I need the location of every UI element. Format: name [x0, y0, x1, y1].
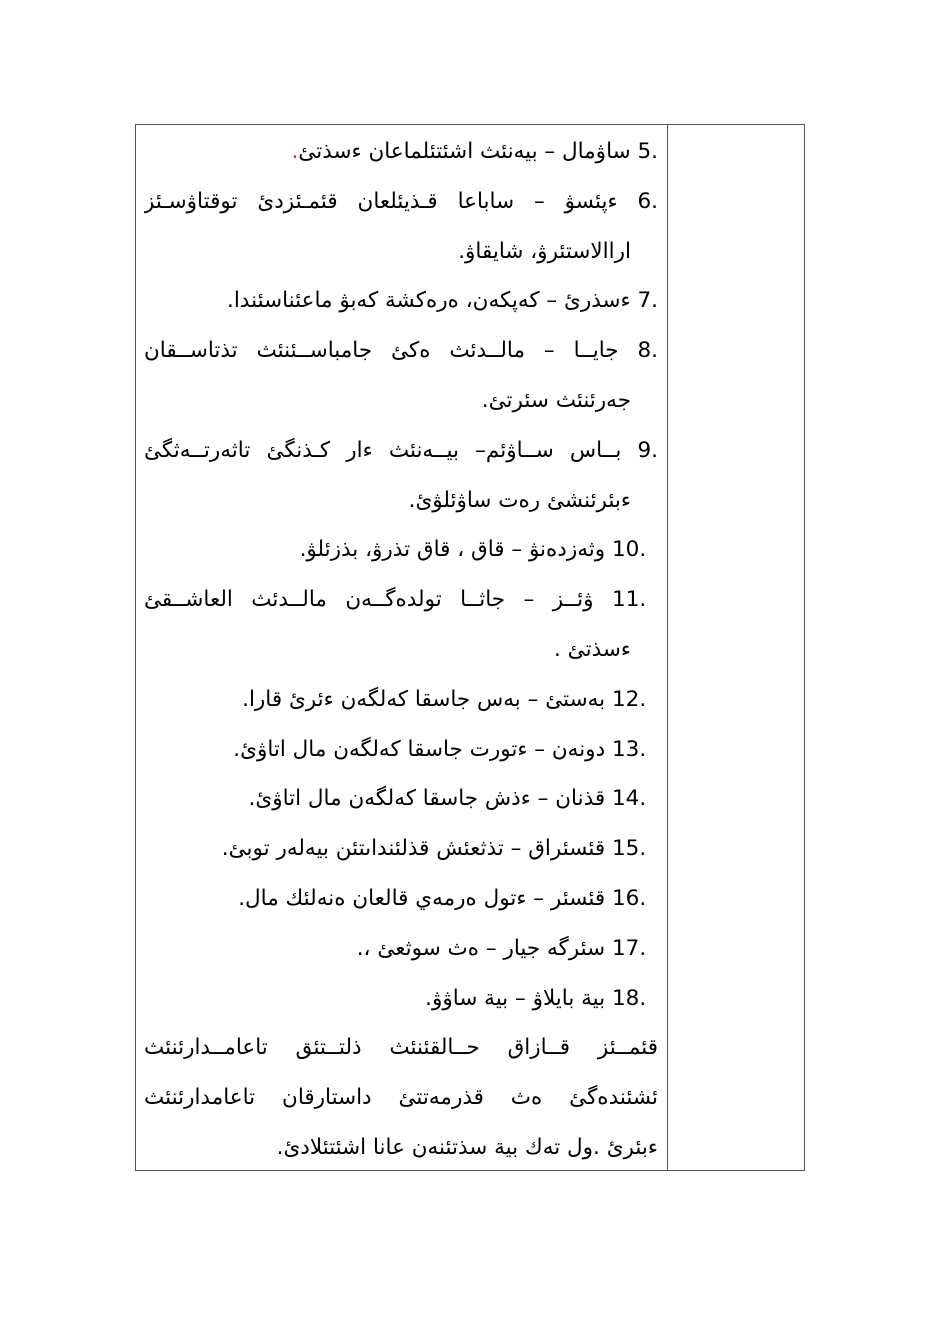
list-item — [144, 784, 658, 834]
item-text: وثەزدەنۋ – قاق ، قاق تذرۋ، بذزئلۋ. — [299, 537, 606, 563]
list-item — [144, 735, 658, 785]
item-text: بية بايلاۋ – بية ساۋۋ. — [425, 985, 606, 1011]
item-text-continued: ءسذتئ . — [554, 636, 631, 662]
item-number: 11. — [612, 587, 647, 613]
item-text: سئرگە جيار – ەث سوثعئ ،. — [356, 935, 606, 961]
item-number: 7. — [637, 288, 658, 314]
list-item — [144, 834, 658, 884]
list-item — [144, 436, 658, 486]
list-item — [144, 187, 658, 237]
closing-paragraph-line — [144, 1083, 658, 1133]
item-number: 6. — [637, 188, 658, 214]
text-column — [136, 125, 668, 1170]
closing-paragraph-line — [144, 1133, 658, 1183]
item-number: 5. — [637, 139, 658, 164]
item-number: 9. — [637, 437, 658, 463]
list-item-continuation — [144, 486, 658, 536]
list-item-continuation — [144, 635, 658, 685]
item-number: 16. — [612, 885, 647, 911]
item-text: ءسذرئ – كەپكەن، ەرەكشة كەبۋ ماعئناسئندا. — [227, 288, 631, 314]
item-text-continued: اراالاستئرۋ، شايقاۋ. — [458, 238, 631, 264]
item-text: دونەن – ءتورت جاسقا كەلگەن مال اتاۋئ. — [233, 736, 606, 762]
item-text: بەستئ – بەس جاسقا كەلگەن ءئرئ قارا. — [242, 686, 606, 712]
item-text: قئسئراق – تذثعئش قذلئنداىتئن بيەلەر توبئ. — [221, 836, 606, 862]
list-item — [144, 934, 658, 984]
list-item — [144, 685, 658, 735]
list-item — [144, 535, 658, 585]
item-number: 8. — [637, 338, 658, 364]
content-table — [135, 124, 805, 1171]
closing-text: ءبئرئ .ول تەك بية سذتئنەن عانا اشئتئلادئ. — [276, 1134, 658, 1160]
list-item — [144, 137, 658, 187]
empty-column — [668, 125, 804, 1170]
closing-text: قئمــئز قــازاق حــالقئنئث ذلتــتئق تاعامــدارئنئث — [144, 1035, 658, 1061]
item-text: جايــا – مالــدئث ەكئ جامباســئنئث تذتاســقان — [144, 338, 619, 364]
item-text: ساۋمال – بيەنئث اشئتئلماعان ءسذتئ — [298, 139, 631, 164]
item-text: قئسئر – ءتول ەرمەي قالعان ەنەلئك مال. — [238, 885, 606, 911]
item-red-dot: . — [291, 139, 299, 164]
list-item-continuation — [144, 386, 658, 436]
closing-paragraph-line — [144, 1033, 658, 1083]
item-number: 17. — [612, 935, 647, 961]
closing-text: ئشئندەگئ ەث قذرمەتتئ داستارقان تاعامدارئنئث — [144, 1085, 658, 1111]
item-text: بــاس ســاۋئم– بيــەنئث ءار كـذنگئ تاثەرتــەثگئ — [144, 437, 622, 463]
item-text: ۋئــز – جاثــا تولدەگــەن مالــدئث العاشــقئ — [144, 587, 594, 613]
item-number: 15. — [612, 836, 647, 862]
item-number: 12. — [612, 686, 647, 712]
list-item — [144, 336, 658, 386]
item-number: 10. — [612, 537, 647, 563]
list-item — [144, 984, 658, 1034]
item-number: 18. — [612, 985, 647, 1011]
item-text: قذنان – ءذش جاسقا كەلگەن مال اتاۋئ. — [248, 786, 606, 812]
item-text: ءپئسۋ – ساباعا قـذيئلعان قئمـئزدئ توقتاۋسـئز — [144, 188, 618, 214]
list-item-continuation — [144, 237, 658, 287]
item-text-continued: جەرئنئث سئرتئ. — [481, 387, 631, 413]
list-item — [144, 585, 658, 635]
item-number: 14. — [612, 786, 647, 812]
list-item — [144, 884, 658, 934]
list-item — [144, 286, 658, 336]
item-text-continued: ءبئرئنشئ رەت ساۋئلۋئ. — [408, 487, 631, 513]
item-number: 13. — [612, 736, 647, 762]
